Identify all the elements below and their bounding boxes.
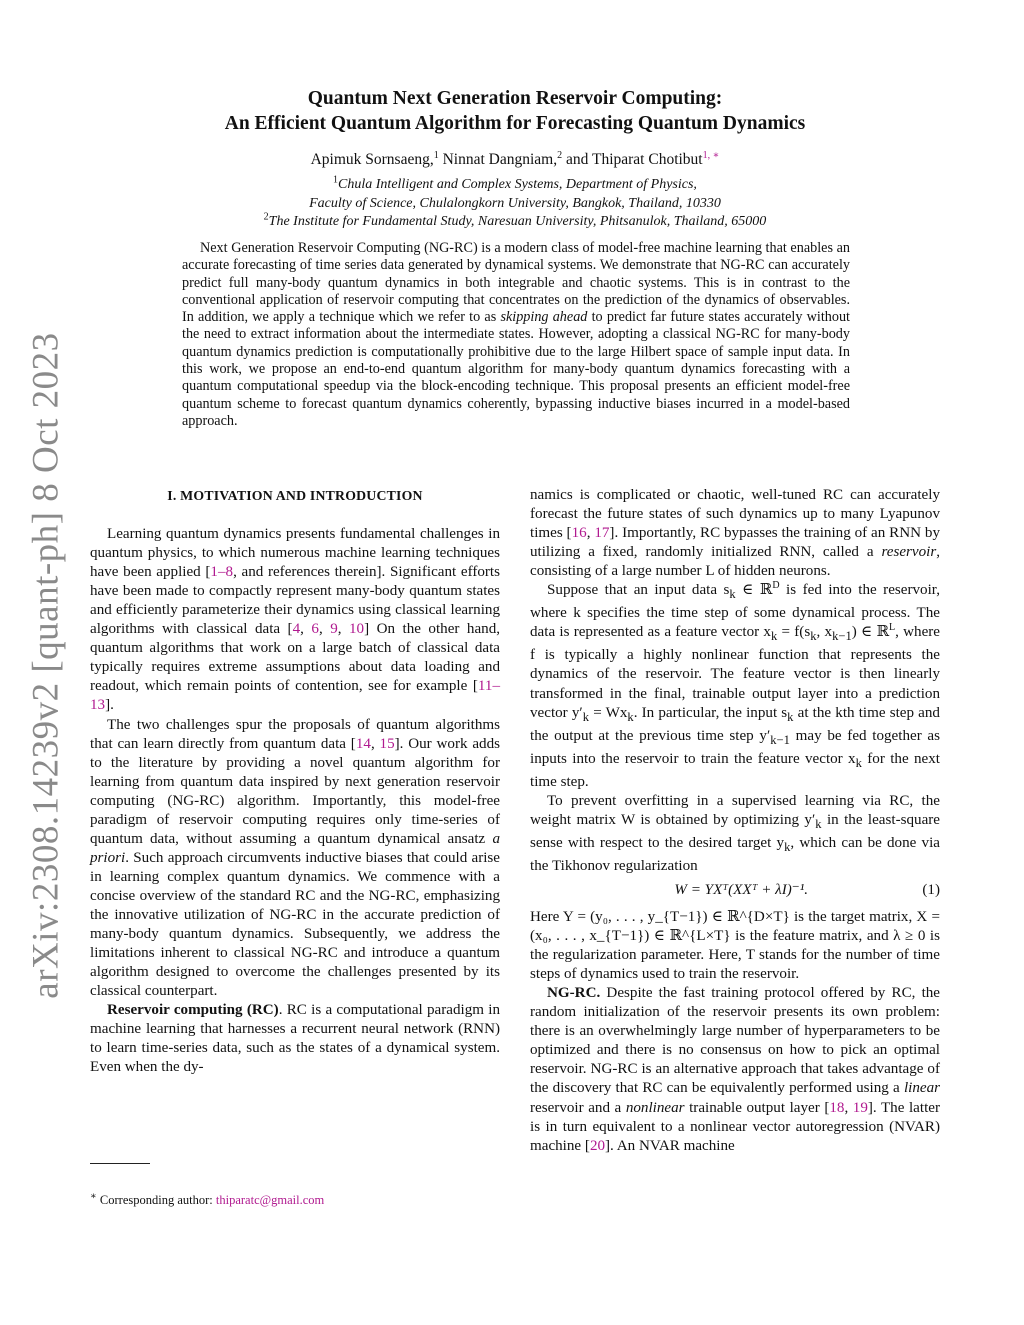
paragraph-lead-ngrc: NG-RC. xyxy=(547,985,601,1002)
abstract-emphasis: skipping ahead xyxy=(500,309,588,326)
author-2-affil: 2 xyxy=(557,149,563,161)
right-paragraph-5: NG-RC. Despite the fast training protocol offered by RC, the random initialization of the reservoir presents its own problem: there is an overwhelmingly large number of hyperparameters to be optimized and there is no consensus on how to pick an optimal reservoir. NG-RC is an alternative approach that takes advantage of the discovery that RC can be equivalently performed using a linear reservoir and a nonlinear trainable output layer [18, 19]. The latter is in turn equivalent to a nonlinear vector autoregression (NVAR) machine [20]. An NVAR machine xyxy=(530,985,941,1154)
footnote-text: Corresponding author: xyxy=(99,1193,213,1207)
affiliation-line-1: $^1$Chula Intelligent and Complex Systems, Department of Physics, xyxy=(333,174,697,192)
affiliations xyxy=(120,176,910,232)
footnote-marker: ∗ xyxy=(90,1190,97,1202)
abstract: Next Generation Reservoir Computing (NG-RC) is a modern class of model-free machine learning that enables an accurate forecasting of time series data generated by dynamical systems. We demonstrate that NG-RC can accurately predict full many-body quantum dynamics in both integrable and chaotic systems. This is in contrast to the conventional application of reservoir computing that concentrates on the prediction of the dynamics of observables. In addition, we apply a technique which we refer to as skipping ahead to predict far future states accurately without the need to extract information about the intermediate states. However, adopting a classical NG-RC for many-body quantum dynamics prediction is computationally prohibitive due to the large Hilbert space of sample input data. In this work, we propose an end-to-end quantum algorithm for many-body quantum dynamics forecasting with a quantum computational speedup via the block-encoding technique. This proposal presents an efficient model-free quantum scheme to forecast quantum dynamics coherently, bypassing inductive biases incurred in a model-based approach. xyxy=(182,240,851,429)
author-3: Thiparat Chotibut xyxy=(591,151,703,168)
citation-link[interactable]: 18 xyxy=(829,1099,845,1116)
left-column xyxy=(90,486,500,1077)
left-paragraph-3: Reservoir computing (RC). RC is a computational paradigm in machine learning that harnesses a recurrent neural network (RNN) to learn time-series data, such as the states of a dynamical system. Even when the dy- xyxy=(90,1002,500,1076)
citation-link[interactable]: 17 xyxy=(594,525,610,542)
corresponding-email-link[interactable]: thiparatc@gmail.com xyxy=(215,1193,325,1207)
citation-link[interactable]: 15 xyxy=(379,735,395,752)
equation-number: (1) xyxy=(922,882,940,898)
citation-link[interactable]: 11–13 xyxy=(90,678,500,714)
affiliation-line-2: Faculty of Science, Chulalongkorn University, Bangkok, Thailand, 10330 xyxy=(309,195,721,211)
author-and: and xyxy=(565,151,589,168)
paragraph-lead-rc: Reservoir computing (RC) xyxy=(107,1002,279,1019)
citation-link[interactable]: 4 xyxy=(292,621,301,638)
left-paragraph-1: Learning quantum dynamics presents fundamental challenges in quantum physics, to which numerous machine learning techniques have been applied [1–8, and references therein]. Significant efforts have been made to compactly represent many-body quantum states and efficiently parameterize their dynamics using classical learning algorithms with classical data [4, 6, 9, 10] On the other hand, quantum algorithms that work on a large batch of classical data typically requires extreme assumptions about data loading and readout, which remain points of contention, see for example [11–13]. xyxy=(90,526,501,714)
citation-link[interactable]: 14 xyxy=(355,735,371,752)
footnote xyxy=(90,1192,500,1208)
right-column xyxy=(530,486,940,1156)
section-heading: I. MOTIVATION AND INTRODUCTION xyxy=(167,488,423,503)
equation-1 xyxy=(530,881,940,900)
title-line-2: An Efficient Quantum Algorithm for Forecasting Quantum Dynamics xyxy=(224,113,806,134)
author-3-affil: 1, ∗ xyxy=(702,149,720,161)
footnote-divider xyxy=(90,1163,150,1164)
citation-link[interactable]: 20 xyxy=(589,1137,606,1154)
citation-link[interactable]: 9 xyxy=(330,621,338,638)
author-1: Apimuk Sornsaeng, xyxy=(310,151,434,168)
right-paragraph-2: Suppose that an input data $s_k$ ∈ ℝ$^D$ is fed into the reservoir, where k specifies the time step of some dynamical process. The data is represented as a feature vector $x_k = f(s_k$, $x_{k-1}$) ∈ ℝ$^L$, where f is typically a highly nonlinear function that represents the dynamics of the reservoir. The feature vector is then linearly transformed in the final, trainable output layer into a prediction vector $y'_k = Wx_k$. In particular, the input $s_k$ at the kth time step and the output at the previous time step $y'_{k-1}$ may be fed together as inputs into the reservoir to train the feature vector $x_k$ for the next time step. xyxy=(530,580,941,790)
arxiv-id-text: arXiv:2308.14239v2 [quant-ph] 8 Oct 2023 xyxy=(25,331,67,999)
paper-title xyxy=(120,86,910,136)
author-2: Ninnat Dangniam, xyxy=(442,151,558,168)
author-list xyxy=(120,150,910,170)
right-paragraph-4: Here Y = (y₀, . . . , y_{T−1}) ∈ ℝ^{D×T} is the target matrix, X = (x₀, . . . , x_{T−1}) ∈ ℝ^{L×T} is the feature matrix, and λ ≥ 0 is the regularization parameter. Here, T stands for the number of time steps of dynamics used to train the reservoir. xyxy=(530,909,940,983)
citation-link[interactable]: 10 xyxy=(348,621,365,638)
arxiv-identifier-stamp xyxy=(22,331,70,999)
citation-link[interactable]: 16 xyxy=(571,525,587,542)
left-paragraph-2: The two challenges spur the proposals of quantum algorithms that can learn directly from quantum data [14, 15]. Our work adds to the literature by providing a novel quantum algorithm for learning from quantum data inspired by next generation reservoir computing (NG-RC) algorithm. Importantly, this model-free paradigm of reservoir computing requires only time-series of quantum data, without assuming a quantum dynamical ansatz a priori. Such approach circumvents inductive biases that could arise in learning complex quantum dynamics. We commence with a concise overview of the standard RC and the NG-RC, emphasizing the innovative utilization of NG-RC in the accurate prediction of many-body quantum dynamics. Subsequently, we address the limitations inherent to classical NG-RC and introduce a quantum algorithm designed to overcome the challenges presented by its classical counterpart. xyxy=(90,716,501,1000)
citation-link[interactable]: 1–8 xyxy=(210,564,234,581)
right-paragraph-3: To prevent overfitting in a supervised learning via RC, the weight matrix W is obtained by optimizing $y'_k$ in the least-square sense with respect to the desired target $y_k$, which can be done via the Tikhonov regularization xyxy=(530,792,940,874)
title-line-1: Quantum Next Generation Reservoir Computing: xyxy=(307,88,723,109)
citation-link[interactable]: 19 xyxy=(852,1099,868,1116)
author-1-affil: 1 xyxy=(433,149,439,161)
affiliation-line-3: $^2$The Institute for Fundamental Study, Naresuan University, Phitsanulok, Thailand, 65000 xyxy=(263,211,767,229)
right-paragraph-1: namics is complicated or chaotic, well-tuned RC can accurately forecast the future states of such dynamics up to many Lyapunov times [16, 17]. Importantly, RC bypasses the training of an RNN by utilizing a fixed, randomly initialized RNN, called a reservoir, consisting of a large number L of hidden neurons. xyxy=(530,487,940,580)
equation-body: W = YXᵀ(XXᵀ + λI)⁻¹. xyxy=(674,882,809,898)
citation-link[interactable]: 6 xyxy=(311,621,319,638)
